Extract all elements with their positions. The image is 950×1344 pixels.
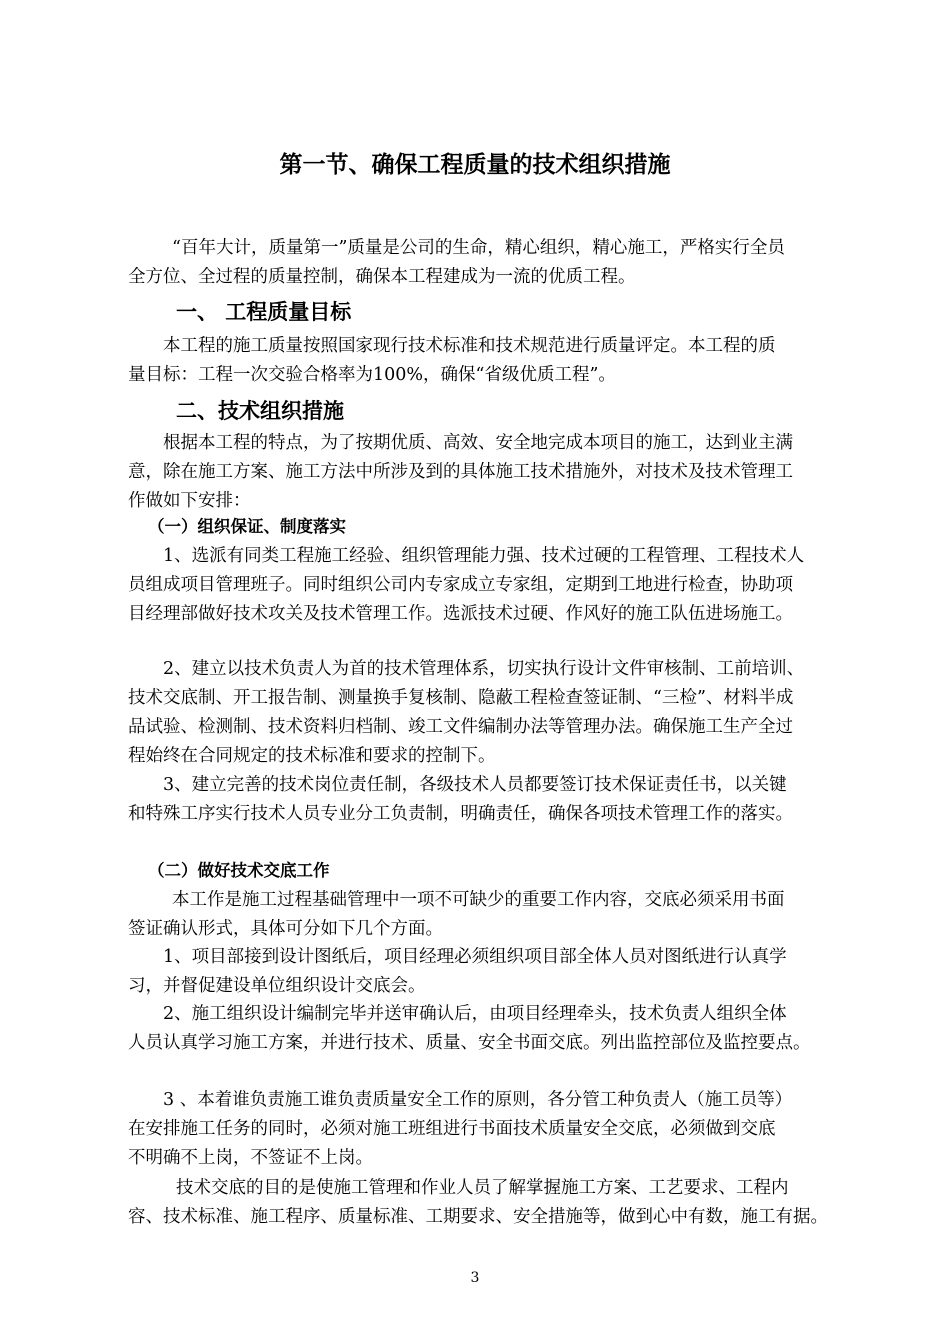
text-line: 和特殊工序实行技术人员专业分工负责制，明确责任，确保各项技术管理工作的落实。 bbox=[128, 804, 793, 824]
text-line: 1、选派有同类工程施工经验、组织管理能力强、技术过硬的工程管理、工程技术人 bbox=[163, 546, 805, 566]
text-line: 本工程的施工质量按照国家现行技术标准和技术规范进行质量评定。本工程的质 bbox=[163, 336, 776, 356]
section-title: 第一节、确保工程质量的技术组织措施 bbox=[279, 152, 671, 178]
text-line: 作做如下安排： bbox=[128, 491, 251, 511]
briefing-purpose bbox=[128, 1174, 836, 1232]
org-item-1 bbox=[128, 542, 836, 629]
briefing-item-3 bbox=[128, 1086, 836, 1173]
heading-tech-briefing: （二）做好技术交底工作 bbox=[148, 861, 330, 880]
text-line: 目经理部做好技术攻关及技术管理工作。选派技术过硬、作风好的施工队伍进场施工。 bbox=[128, 604, 793, 624]
text-line: 意，除在施工方案、施工方法中所涉及到的具体施工技术措施外，对技术及技术管理工 bbox=[128, 462, 793, 482]
text-line: 程始终在合同规定的技术标准和要求的控制下。 bbox=[128, 746, 496, 766]
text-line: 全方位、全过程的质量控制，确保本工程建成为一流的优质工程。 bbox=[128, 267, 636, 287]
tech-measures-paragraph bbox=[128, 429, 836, 516]
text-line: 2、施工组织设计编制完毕并送审确认后，由项目经理牵头，技术负责人组织全体 bbox=[163, 1004, 787, 1024]
text-line: 3、建立完善的技术岗位责任制，各级技术人员都要签订技术保证责任书，以关键 bbox=[163, 775, 787, 795]
heading-tech-measures: 二、技术组织措施 bbox=[176, 399, 344, 423]
heading-organization: （一）组织保证、制度落实 bbox=[148, 517, 346, 536]
text-line: 容、技术标准、施工程序、质量标准、工期要求、安全措施等，做到心中有数，施工有据。 bbox=[128, 1207, 828, 1227]
text-line: 习，并督促建设单位组织设计交底会。 bbox=[128, 976, 426, 996]
text-line: 量目标：工程一次交验合格率为100%，确保“省级优质工程”。 bbox=[128, 365, 616, 385]
org-item-3 bbox=[128, 771, 836, 829]
text-line: “百年大计，质量第一”质量是公司的生命，精心组织，精心施工，严格实行全员 bbox=[172, 238, 785, 258]
briefing-intro bbox=[128, 886, 836, 944]
text-line: 人员认真学习施工方案，并进行技术、质量、安全书面交底。列出监控部位及监控要点。 bbox=[128, 1033, 811, 1053]
briefing-item-1 bbox=[128, 943, 836, 1001]
text-line: 品试验、检测制、技术资料归档制、竣工文件编制办法等管理办法。确保施工生产全过 bbox=[128, 717, 793, 737]
text-line: 2、建立以技术负责人为首的技术管理体系，切实执行设计文件审核制、工前培训、 bbox=[163, 659, 805, 679]
text-line: 签证确认形式，具体可分如下几个方面。 bbox=[128, 919, 443, 939]
text-line: 本工作是施工过程基础管理中一项不可缺少的重要工作内容，交底必须采用书面 bbox=[172, 890, 785, 910]
text-line: 1、项目部接到设计图纸后，项目经理必须组织项目部全体人员对图纸进行认真学 bbox=[163, 947, 787, 967]
text-line: 不明确不上岗，不签证不上岗。 bbox=[128, 1148, 373, 1168]
text-line: 3 、本着谁负责施工谁负责质量安全工作的原则，各分管工种负责人（施工员等） bbox=[163, 1090, 793, 1110]
text-line: 技术交底的目的是使施工管理和作业人员了解掌握施工方案、工艺要求、工程内 bbox=[176, 1178, 789, 1198]
page-number: 3 bbox=[470, 1270, 480, 1286]
briefing-item-2 bbox=[128, 1000, 836, 1058]
text-line: 员组成项目管理班子。同时组织公司内专家成立专家组，定期到工地进行检查，协助项 bbox=[128, 575, 793, 595]
text-line: 技术交底制、开工报告制、测量换手复核制、隐蔽工程检查签证制、“三检”、材料半成 bbox=[128, 688, 794, 708]
intro-paragraph bbox=[128, 234, 836, 292]
org-item-2 bbox=[128, 655, 836, 771]
text-line: 在安排施工任务的同时，必须对施工班组进行书面技术质量安全交底，必须做到交底 bbox=[128, 1119, 776, 1139]
text-line: 根据本工程的特点，为了按期优质、高效、安全地完成本项目的施工，达到业主满 bbox=[163, 433, 793, 453]
heading-quality-goal: 一、 工程质量目标 bbox=[176, 300, 352, 324]
quality-goal-paragraph bbox=[128, 332, 836, 390]
